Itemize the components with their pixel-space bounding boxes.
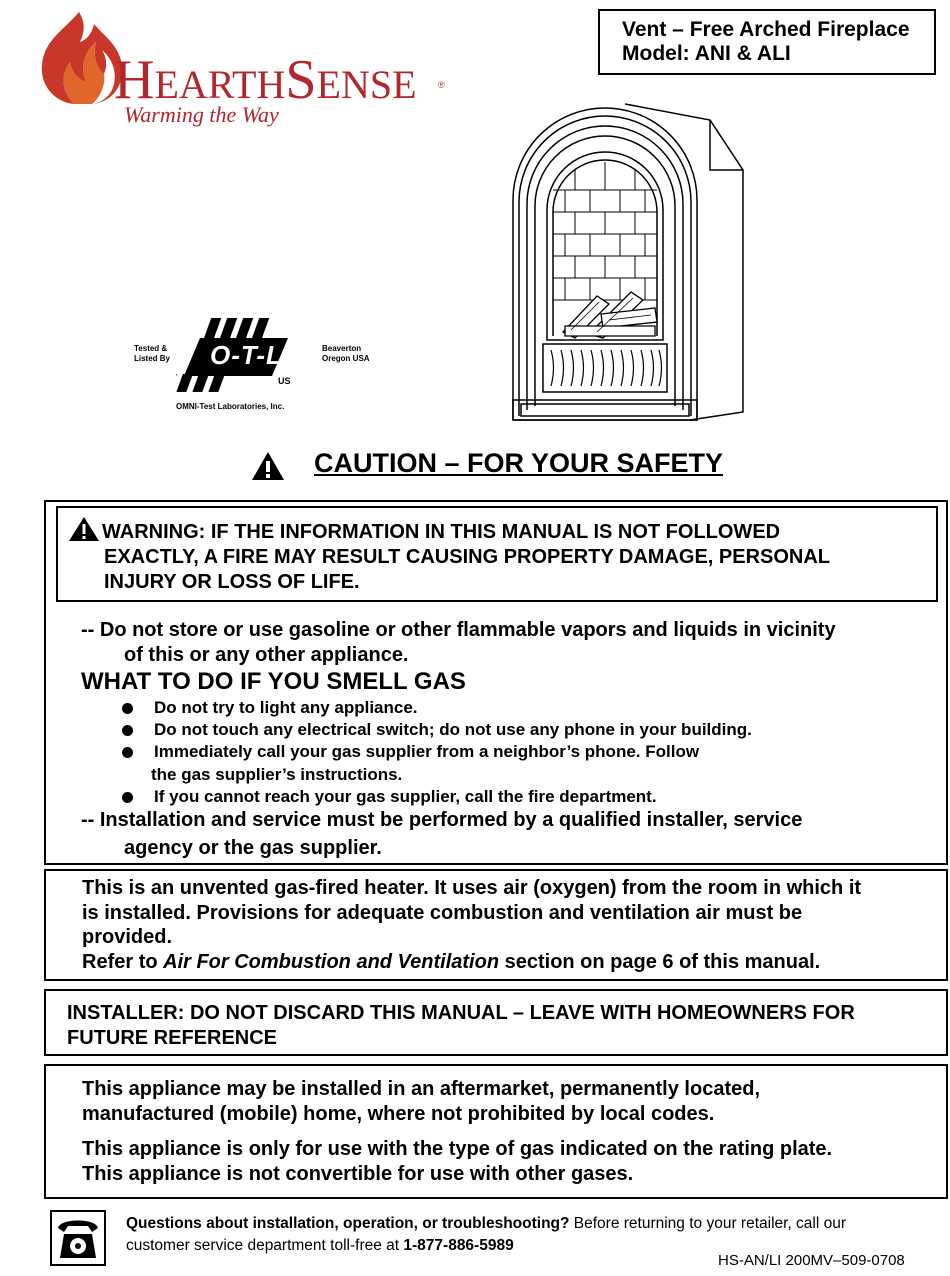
bullet-item: Do not touch any electrical switch; do not use any phone in your building. [154, 720, 752, 739]
warning-line: WARNING: IF THE INFORMATION IN THIS MANUAL IS NOT FOLLOWED [102, 521, 781, 543]
safety-box [44, 500, 948, 865]
unvented-line: This is an unvented gas-fired heater. It uses air (oxygen) from the room in which it [82, 877, 862, 899]
model-box [598, 9, 936, 75]
installer-notice-box [44, 989, 948, 1056]
warning-line: EXACTLY, A FIRE MAY RESULT CAUSING PROPERTY DAMAGE, PERSONAL [104, 546, 831, 568]
support-question: Questions about installation, operation, or troubleshooting? [126, 1215, 570, 1232]
caution-title: CAUTION – FOR YOUR SAFETY [314, 448, 724, 478]
bullet-item: If you cannot reach your gas supplier, call the fire department. [154, 787, 657, 806]
bullet-dot [122, 792, 133, 803]
hearthsense-logo [34, 10, 454, 130]
installation-warning: -- Installation and service must be performed by a qualified installer, service [81, 809, 803, 831]
unvented-reference: Refer to Air For Combustion and Ventilation section on page 6 of this manual. [82, 950, 821, 973]
otl-mark-text: O-T-L [210, 340, 283, 370]
installer-notice [67, 1001, 942, 1051]
installer-line: INSTALLER: DO NOT DISCARD THIS MANUAL – LEAVE WITH HOMEOWNERS FOR [67, 1002, 855, 1024]
listed-by-label: Listed By [134, 354, 171, 363]
storage-warning-cont: of this or any other appliance. [124, 644, 409, 666]
model-title: Vent – Free Arched Fireplace [622, 18, 910, 41]
brand-name: HEARTHSENSE [114, 49, 417, 111]
bullet-dot [122, 747, 133, 758]
warning-triangle-icon [250, 450, 286, 482]
appliance-notice-box [44, 1064, 948, 1199]
warning-box [56, 506, 938, 602]
document-code: HS-AN/LI 200MV–509-0708 [718, 1252, 905, 1269]
telephone-icon [50, 1210, 106, 1266]
support-contact: Questions about installation, operation, or troubleshooting? Before returning to your retailer, call our customer service department toll-free at 1-877-886-5989 [126, 1215, 847, 1254]
warning-text [104, 520, 924, 595]
bullet-dot [122, 725, 133, 736]
tested-label: Tested & [134, 344, 168, 353]
mobile-home-notice: This appliance may be installed in an aftermarket, permanently located, manufactured (mobile) home, where not prohibited by local codes. [82, 1078, 760, 1125]
model-number: Model: ANI & ALI [622, 42, 791, 65]
bullet-item: Immediately call your gas supplier from a neighbor’s phone. Follow [154, 742, 700, 761]
gas-type-notice: This appliance is only for use with the type of gas indicated on the rating plate. This appliance is not convertible for use with other gases. [82, 1138, 833, 1185]
otl-city: Beaverton [322, 344, 362, 353]
fireplace-illustration [505, 100, 750, 430]
smell-gas-heading: WHAT TO DO IF YOU SMELL GAS [81, 668, 466, 695]
unvented-notice [82, 876, 942, 974]
unvented-line: is installed. Provisions for adequate combustion and ventilation air must be [82, 901, 803, 924]
registered-mark: ® [438, 80, 445, 90]
unvented-line: provided. [82, 926, 173, 948]
brand-tagline: Warming the Way [124, 102, 279, 127]
installation-warning-cont: agency or the gas supplier. [124, 837, 382, 859]
otl-certification-mark [128, 316, 378, 416]
warning-triangle-icon [68, 516, 100, 542]
flame-icon [34, 10, 124, 110]
bullet-item: Do not try to light any appliance. [154, 698, 418, 717]
storage-warning: -- Do not store or use gasoline or other flammable vapors and liquids in vicinity [81, 619, 836, 641]
unvented-notice-box [44, 869, 948, 981]
bullet-dot [122, 703, 133, 714]
installer-line: FUTURE REFERENCE [67, 1027, 278, 1049]
support-phone-number: 1-877-886-5989 [403, 1237, 514, 1254]
warning-line: INJURY OR LOSS OF LIFE. [104, 571, 360, 593]
otl-lab-name: OMNI-Test Laboratories, Inc. [176, 402, 285, 411]
otl-country: US [278, 376, 291, 386]
otl-state: Oregon USA [322, 354, 370, 363]
section-reference: Air For Combustion and Ventilation [163, 950, 500, 973]
bullet-item-cont: the gas supplier’s instructions. [151, 765, 403, 784]
